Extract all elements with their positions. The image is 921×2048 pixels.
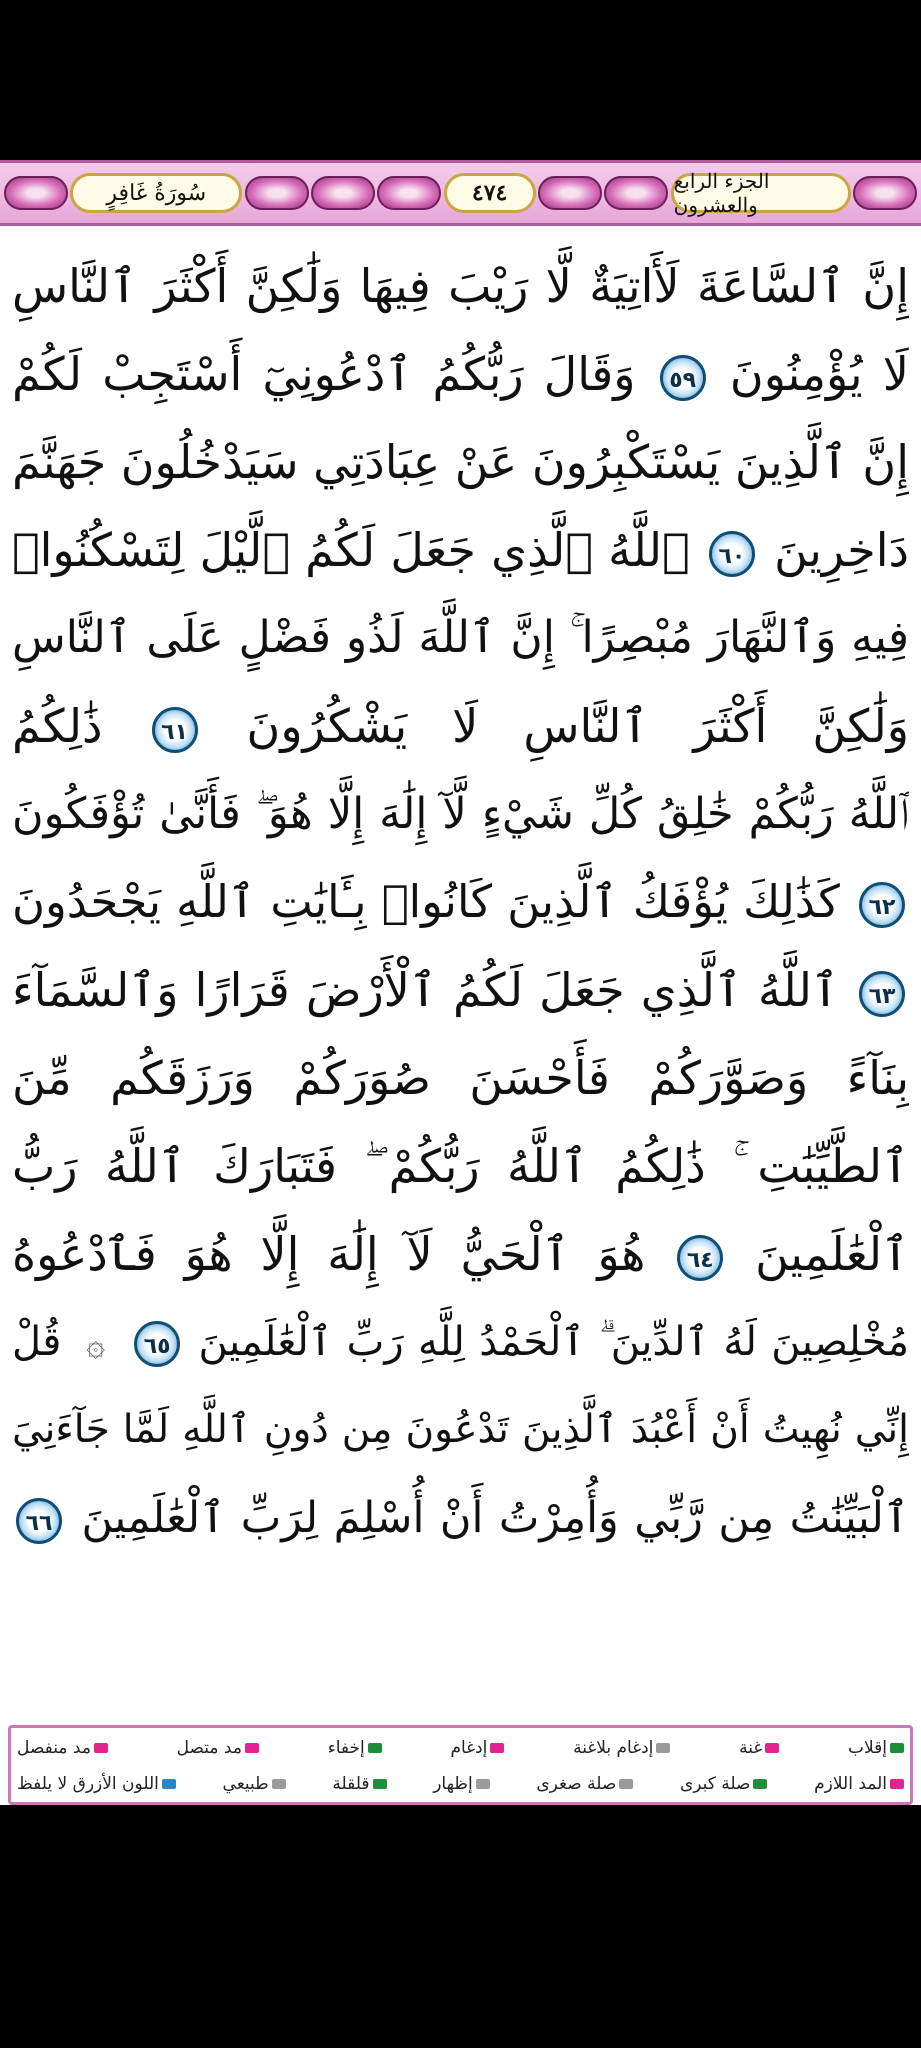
ornament-medallion-icon	[538, 176, 602, 210]
verse-text: إِنَّ ٱلَّذِينَ يَسْتَكْبِرُونَ عَنْ عِبَادَتِي سَيَدْخُلُونَ جَهَنَّمَ	[12, 435, 909, 489]
legend-label: غنة	[739, 1738, 763, 1758]
color-swatch-icon	[373, 1779, 387, 1789]
verse-text: فِيهِ وَٱلنَّهَارَ مُبْصِرًا ۚ إِنَّ ٱللَّهَ لَذُو فَضْلٍ عَلَى ٱلنَّاسِ	[12, 612, 909, 663]
surah-name-label: سُورَةُ غَافِرٍ	[70, 173, 242, 213]
verse-text: قُلْ	[12, 1319, 62, 1365]
ornament-medallion-icon	[377, 176, 441, 210]
verse-line-11[interactable]	[12, 1122, 909, 1210]
color-swatch-icon	[94, 1743, 108, 1753]
tajweed-legend	[8, 1725, 913, 1805]
verse-text: ٱلْعَٰلَمِينَ	[755, 1227, 909, 1281]
color-swatch-icon	[490, 1743, 504, 1753]
ornament-medallion-icon	[311, 176, 375, 210]
legend-item	[680, 1774, 768, 1794]
verse-text: لَا يُؤْمِنُونَ	[729, 347, 909, 401]
legend-item	[450, 1738, 504, 1758]
ornament-medallion-icon	[245, 176, 309, 210]
legend-label: صلة كبرى	[679, 1774, 751, 1794]
verse-line-4[interactable]	[12, 506, 909, 594]
color-swatch-icon	[890, 1743, 904, 1753]
ayah-number-marker: ٦٦	[16, 1498, 62, 1544]
verse-text: ٱلْبَيِّنَٰتُ مِن رَّبِّي وَأُمِرْتُ أَنْ أُسْلِمَ لِرَبِّ ٱلْعَٰلَمِينَ	[81, 1493, 909, 1543]
verse-text: ذَٰلِكُمُ	[12, 699, 103, 753]
ayah-number-marker: ٦٣	[859, 971, 905, 1017]
color-swatch-icon	[476, 1779, 490, 1789]
juz-name-label: الجزء الرابع والعشرون	[671, 173, 851, 213]
ornament-medallion-icon	[853, 176, 917, 210]
header-ornament-strip	[0, 169, 921, 217]
verse-text: وَقَالَ رَبُّكُمُ ٱدْعُونِيٓ أَسْتَجِبْ لَكُمْ	[12, 347, 636, 401]
ayah-number-marker: ٦١	[152, 707, 198, 753]
legend-item	[328, 1738, 382, 1758]
verse-text: مُخْلِصِينَ لَهُ ٱلدِّينَ ۗ ٱلْحَمْدُ لِلَّهِ رَبِّ ٱلْعَٰلَمِينَ	[198, 1319, 909, 1365]
verse-line-3[interactable]	[12, 418, 909, 506]
verse-text: ٱللَّهُ ٱلَّذِي جَعَلَ لَكُمُ ٱلَّيْلَ لِتَسْكُنُوا۟	[12, 523, 690, 577]
legend-item	[814, 1774, 904, 1794]
color-swatch-icon	[619, 1779, 633, 1789]
legend-item	[573, 1738, 670, 1758]
legend-item	[739, 1738, 779, 1758]
legend-label: إدغام بلاغنة	[573, 1738, 654, 1758]
verse-line-2[interactable]	[12, 330, 909, 418]
legend-item	[17, 1774, 176, 1794]
color-swatch-icon	[656, 1743, 670, 1753]
verse-text: ٱللَّهُ ٱلَّذِي جَعَلَ لَكُمُ ٱلْأَرْضَ قَرَارًا وَٱلسَّمَآءَ	[12, 963, 839, 1017]
color-swatch-icon	[765, 1743, 779, 1753]
verse-text: وَلَٰكِنَّ أَكْثَرَ ٱلنَّاسِ لَا يَشْكُرُونَ	[246, 699, 909, 753]
verse-line-7[interactable]	[12, 770, 909, 858]
legend-label: مد منفصل	[17, 1738, 91, 1758]
verse-line-10[interactable]	[12, 1034, 909, 1122]
verse-line-1[interactable]	[12, 242, 909, 330]
verse-line-6[interactable]	[12, 682, 909, 770]
legend-row	[17, 1766, 904, 1802]
verse-text: دَاخِرِينَ	[774, 523, 909, 577]
page-number-label: ٤٧٤	[444, 173, 536, 213]
verse-text: ٱللَّهُ رَبُّكُمْ خَٰلِقُ كُلِّ شَيْءٍ لَّآ إِلَٰهَ إِلَّا هُوَ ۖ فَأَنَّىٰ تُؤْفَكُونَ	[12, 789, 909, 839]
legend-label: إدغام	[450, 1738, 488, 1758]
verse-text: ٱلطَّيِّبَٰتِ ۚ ذَٰلِكُمُ ٱللَّهُ رَبُّكُمْ ۖ فَتَبَارَكَ ٱللَّهُ رَبُّ	[12, 1139, 909, 1193]
color-swatch-icon	[162, 1779, 176, 1789]
verse-line-5[interactable]	[12, 594, 909, 682]
legend-label: طبيعي	[222, 1774, 269, 1794]
verse-line-13[interactable]	[12, 1298, 909, 1386]
ayah-number-marker: ٦٤	[677, 1235, 723, 1281]
rub-el-hizb-icon: ۞	[86, 1325, 106, 1363]
verse-line-12[interactable]	[12, 1210, 909, 1298]
verse-text: هُوَ ٱلْحَيُّ لَآ إِلَٰهَ إِلَّا هُوَ فَٱدْعُوهُ	[12, 1227, 646, 1281]
verse-line-8[interactable]	[12, 858, 909, 946]
legend-label: إقلاب	[848, 1738, 887, 1758]
legend-label: قلقلة	[332, 1774, 370, 1794]
legend-label: إظهار	[433, 1774, 473, 1794]
color-swatch-icon	[368, 1743, 382, 1753]
color-swatch-icon	[245, 1743, 259, 1753]
verse-text: كَذَٰلِكَ يُؤْفَكُ ٱلَّذِينَ كَانُوا۟ بِـَٔايَٰتِ ٱللَّهِ يَجْحَدُونَ	[12, 875, 840, 928]
color-swatch-icon	[272, 1779, 286, 1789]
ayah-number-marker: ٦٢	[859, 882, 905, 928]
color-swatch-icon	[753, 1779, 767, 1789]
legend-item	[536, 1774, 633, 1794]
ornament-medallion-icon	[604, 176, 668, 210]
legend-item	[433, 1774, 489, 1794]
verse-text: بِنَآءً وَصَوَّرَكُمْ فَأَحْسَنَ صُوَرَكُمْ وَرَزَقَكُم مِّنَ	[12, 1051, 909, 1105]
ayah-number-marker: ٦٠	[709, 531, 755, 577]
legend-item	[223, 1774, 286, 1794]
verse-line-15[interactable]	[12, 1474, 909, 1562]
legend-item	[17, 1738, 108, 1758]
legend-label: المد اللازم	[814, 1774, 887, 1794]
page-header	[0, 160, 921, 226]
legend-label: اللون الأزرق لا يلفظ	[17, 1774, 159, 1794]
legend-label: إخفاء	[327, 1738, 365, 1758]
mushaf-page	[0, 160, 921, 1805]
verse-text: إِنِّي نُهِيتُ أَنْ أَعْبُدَ ٱلَّذِينَ تَدْعُونَ مِن دُونِ ٱللَّهِ لَمَّا جَآءَنِيَ	[12, 1407, 909, 1452]
legend-item	[848, 1738, 904, 1758]
legend-label: صلة صغرى	[536, 1774, 617, 1794]
legend-item	[332, 1774, 386, 1794]
ornament-medallion-icon	[4, 176, 68, 210]
verse-text: إِنَّ ٱلسَّاعَةَ لَأَاتِيَةٌ لَّا رَيْبَ فِيهَا وَلَٰكِنَّ أَكْثَرَ ٱلنَّاسِ	[12, 259, 909, 313]
color-swatch-icon	[890, 1779, 904, 1789]
verse-line-9[interactable]	[12, 946, 909, 1034]
legend-row	[17, 1730, 904, 1766]
legend-label: مد متصل	[176, 1738, 242, 1758]
ayah-number-marker: ٥٩	[660, 355, 706, 401]
verse-line-14[interactable]	[12, 1386, 909, 1474]
legend-item	[177, 1738, 259, 1758]
ayah-number-marker: ٦٥	[134, 1321, 180, 1367]
